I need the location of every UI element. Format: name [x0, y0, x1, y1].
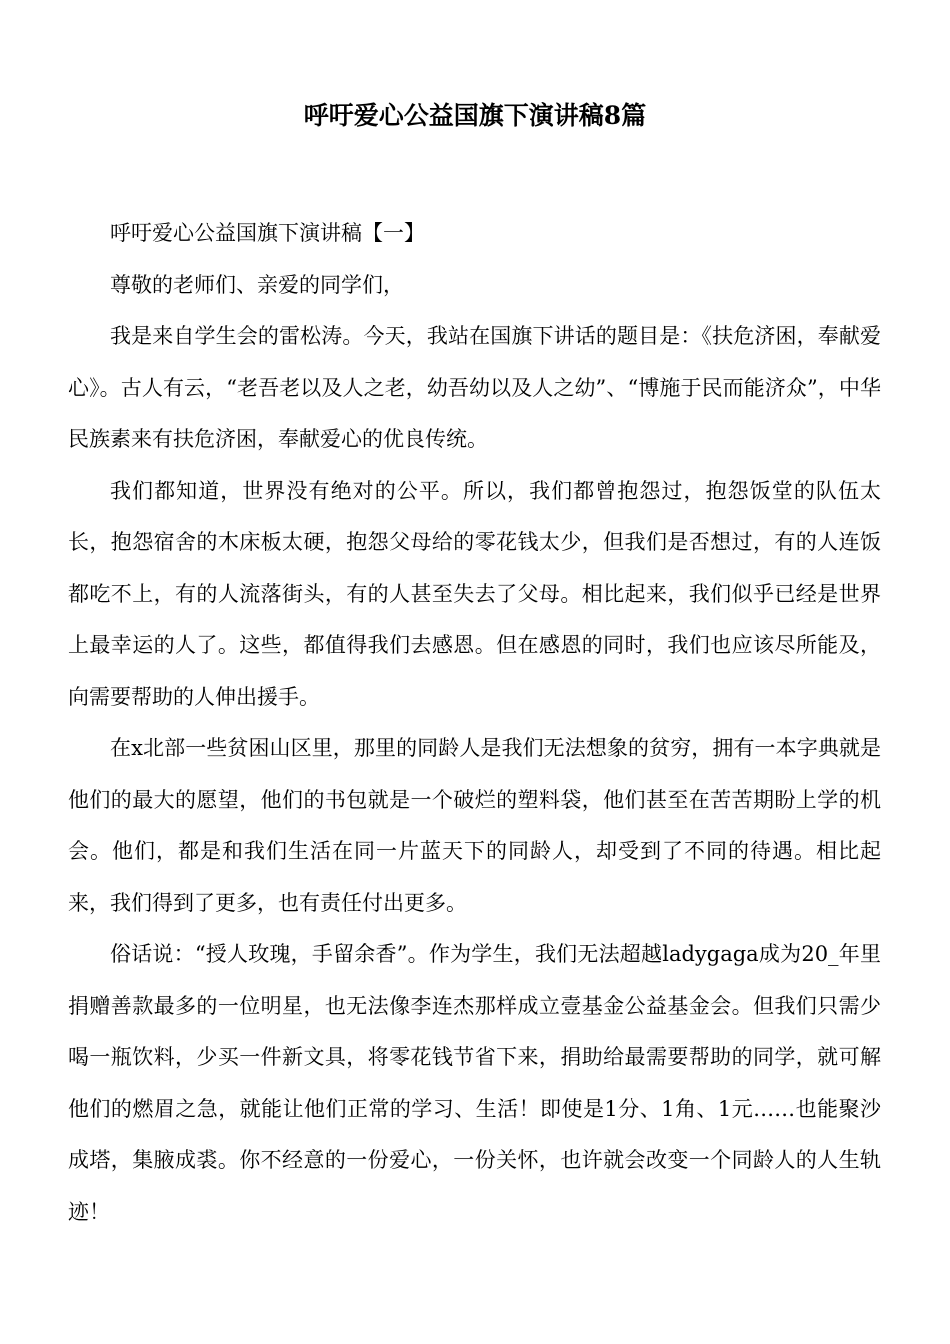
body-paragraph: 我们都知道，世界没有绝对的公平。所以，我们都曾抱怨过，抱怨饭堂的队伍太长，抱怨宿舍的木床板太硬，抱怨父母给的零花钱太少，但我们是否想过，有的人连饭都吃不上，有的人流落街头，有的人甚至失去了父母。相比起来，我们似乎已经是世界上最幸运的人了。这些，都值得我们去感恩。但在感恩的同时，我们也应该尽所能及，向需要帮助的人伸出援手。: [68, 478, 881, 709]
body-paragraph: 我是来自学生会的雷松涛。今天，我站在国旗下讲话的题目是：《扶危济困，奉献爱心》。古人有云，“老吾老以及人之老，幼吾幼以及人之幼”、“博施于民而能济众”，中华民族素来有扶危济困，奉献爱心的优良传统。: [68, 324, 881, 451]
document-title: 呼吁爱心公益国旗下演讲稿8篇: [303, 101, 647, 130]
section-heading: 呼吁爱心公益国旗下演讲稿【一】: [110, 221, 425, 245]
document-body: [68, 208, 881, 1238]
salutation: 尊敬的老师们、亲爱的同学们，: [110, 272, 404, 297]
body-paragraph: 在x北部一些贫困山区里，那里的同龄人是我们无法想象的贫穷，拥有一本字典就是他们的最大的愿望，他们的书包就是一个破烂的塑料袋，他们甚至在苦苦期盼上学的机会。他们，都是和我们生活在同一片蓝天下的同龄人，却受到了不同的待遇。相比起来，我们得到了更多，也有责任付出更多。: [68, 736, 881, 915]
body-paragraph: 俗话说：“授人玫瑰，手留余香”。作为学生，我们无法超越ladygaga成为20_年里捐赠善款最多的一位明星，也无法像李连杰那样成立壹基金公益基金会。但我们只需少喝一瓶饮料，少买一件新文具，将零花钱节省下来，捐助给最需要帮助的同学，就可解他们的燃眉之急，就能让他们正常的学习、生活！即使是1分、1角、1元……也能聚沙成塔，集腋成裘。你不经意的一份爱心，一份关怀，也许就会改变一个同龄人的人生轨迹！: [68, 942, 881, 1224]
